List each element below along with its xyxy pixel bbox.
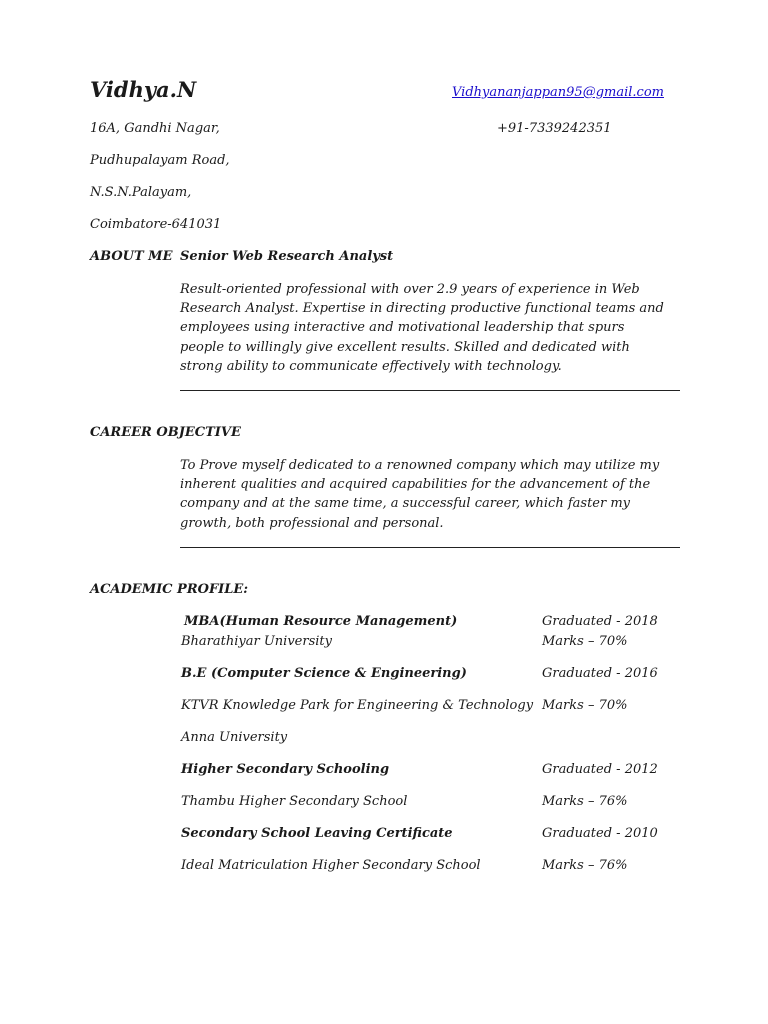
academic-row-3-detail: Marks – 70% [542, 698, 628, 713]
about-divider [180, 390, 680, 391]
about-paragraph: Result-oriented professional with over 2.9 years of experience in Web Research Analyst. Expertise in directing productive functional teams and employees using interactive and motivational leadership that spurs people to willingly give excellent results. Skilled and dedicated with strong ability to communicate effectively with technology. [180, 282, 664, 374]
academic-heading: ACADEMIC PROFILE: [90, 582, 249, 597]
address-line-2: Pudhupalayam Road, [90, 153, 230, 168]
academic-row-5-label: Higher Secondary Schooling [181, 762, 390, 777]
academic-row-5-detail: Graduated - 2012 [542, 762, 658, 777]
academic-row-4-label: Anna University [181, 730, 288, 745]
academic-row-2-label: B.E (Computer Science & Engineering) [181, 666, 467, 681]
address-line-4: Coimbatore-641031 [90, 217, 222, 232]
academic-row-1-detail: Marks – 70% [542, 634, 628, 649]
address-line-3: N.S.N.Palayam, [90, 185, 192, 200]
candidate-name: Vidhya.N [90, 77, 197, 102]
about-heading: ABOUT ME [90, 249, 173, 264]
academic-row-8-label: Ideal Matriculation Higher Secondary School [181, 858, 481, 873]
academic-row-3-label: KTVR Knowledge Park for Engineering & Technology [181, 698, 534, 713]
academic-row-1-label: Bharathiyar University [181, 634, 332, 649]
about-role: Senior Web Research Analyst [180, 249, 394, 264]
career-paragraph: To Prove myself dedicated to a renowned company which may utilize my inherent qualities and acquired capabilities for the advancement of the company and at the same time, a successful career, which faster my growth, both professional and personal. [180, 458, 660, 531]
phone-number: +91-7339242351 [497, 121, 612, 136]
academic-row-2-detail: Graduated - 2016 [542, 666, 658, 681]
academic-row-0-detail: Graduated - 2018 [542, 614, 658, 629]
email-link[interactable]: Vidhyananjappan95@gmail.com [452, 85, 664, 100]
career-heading: CAREER OBJECTIVE [90, 425, 241, 440]
academic-row-7-detail: Graduated - 2010 [542, 826, 658, 841]
academic-row-6-detail: Marks – 76% [542, 794, 628, 809]
address-line-1: 16A, Gandhi Nagar, [90, 121, 220, 136]
academic-row-6-label: Thambu Higher Secondary School [181, 794, 408, 809]
career-divider [180, 547, 680, 548]
academic-row-7-label: Secondary School Leaving Certificate [181, 826, 453, 841]
academic-row-8-detail: Marks – 76% [542, 858, 628, 873]
academic-row-0-label: MBA(Human Resource Management) [184, 614, 458, 629]
